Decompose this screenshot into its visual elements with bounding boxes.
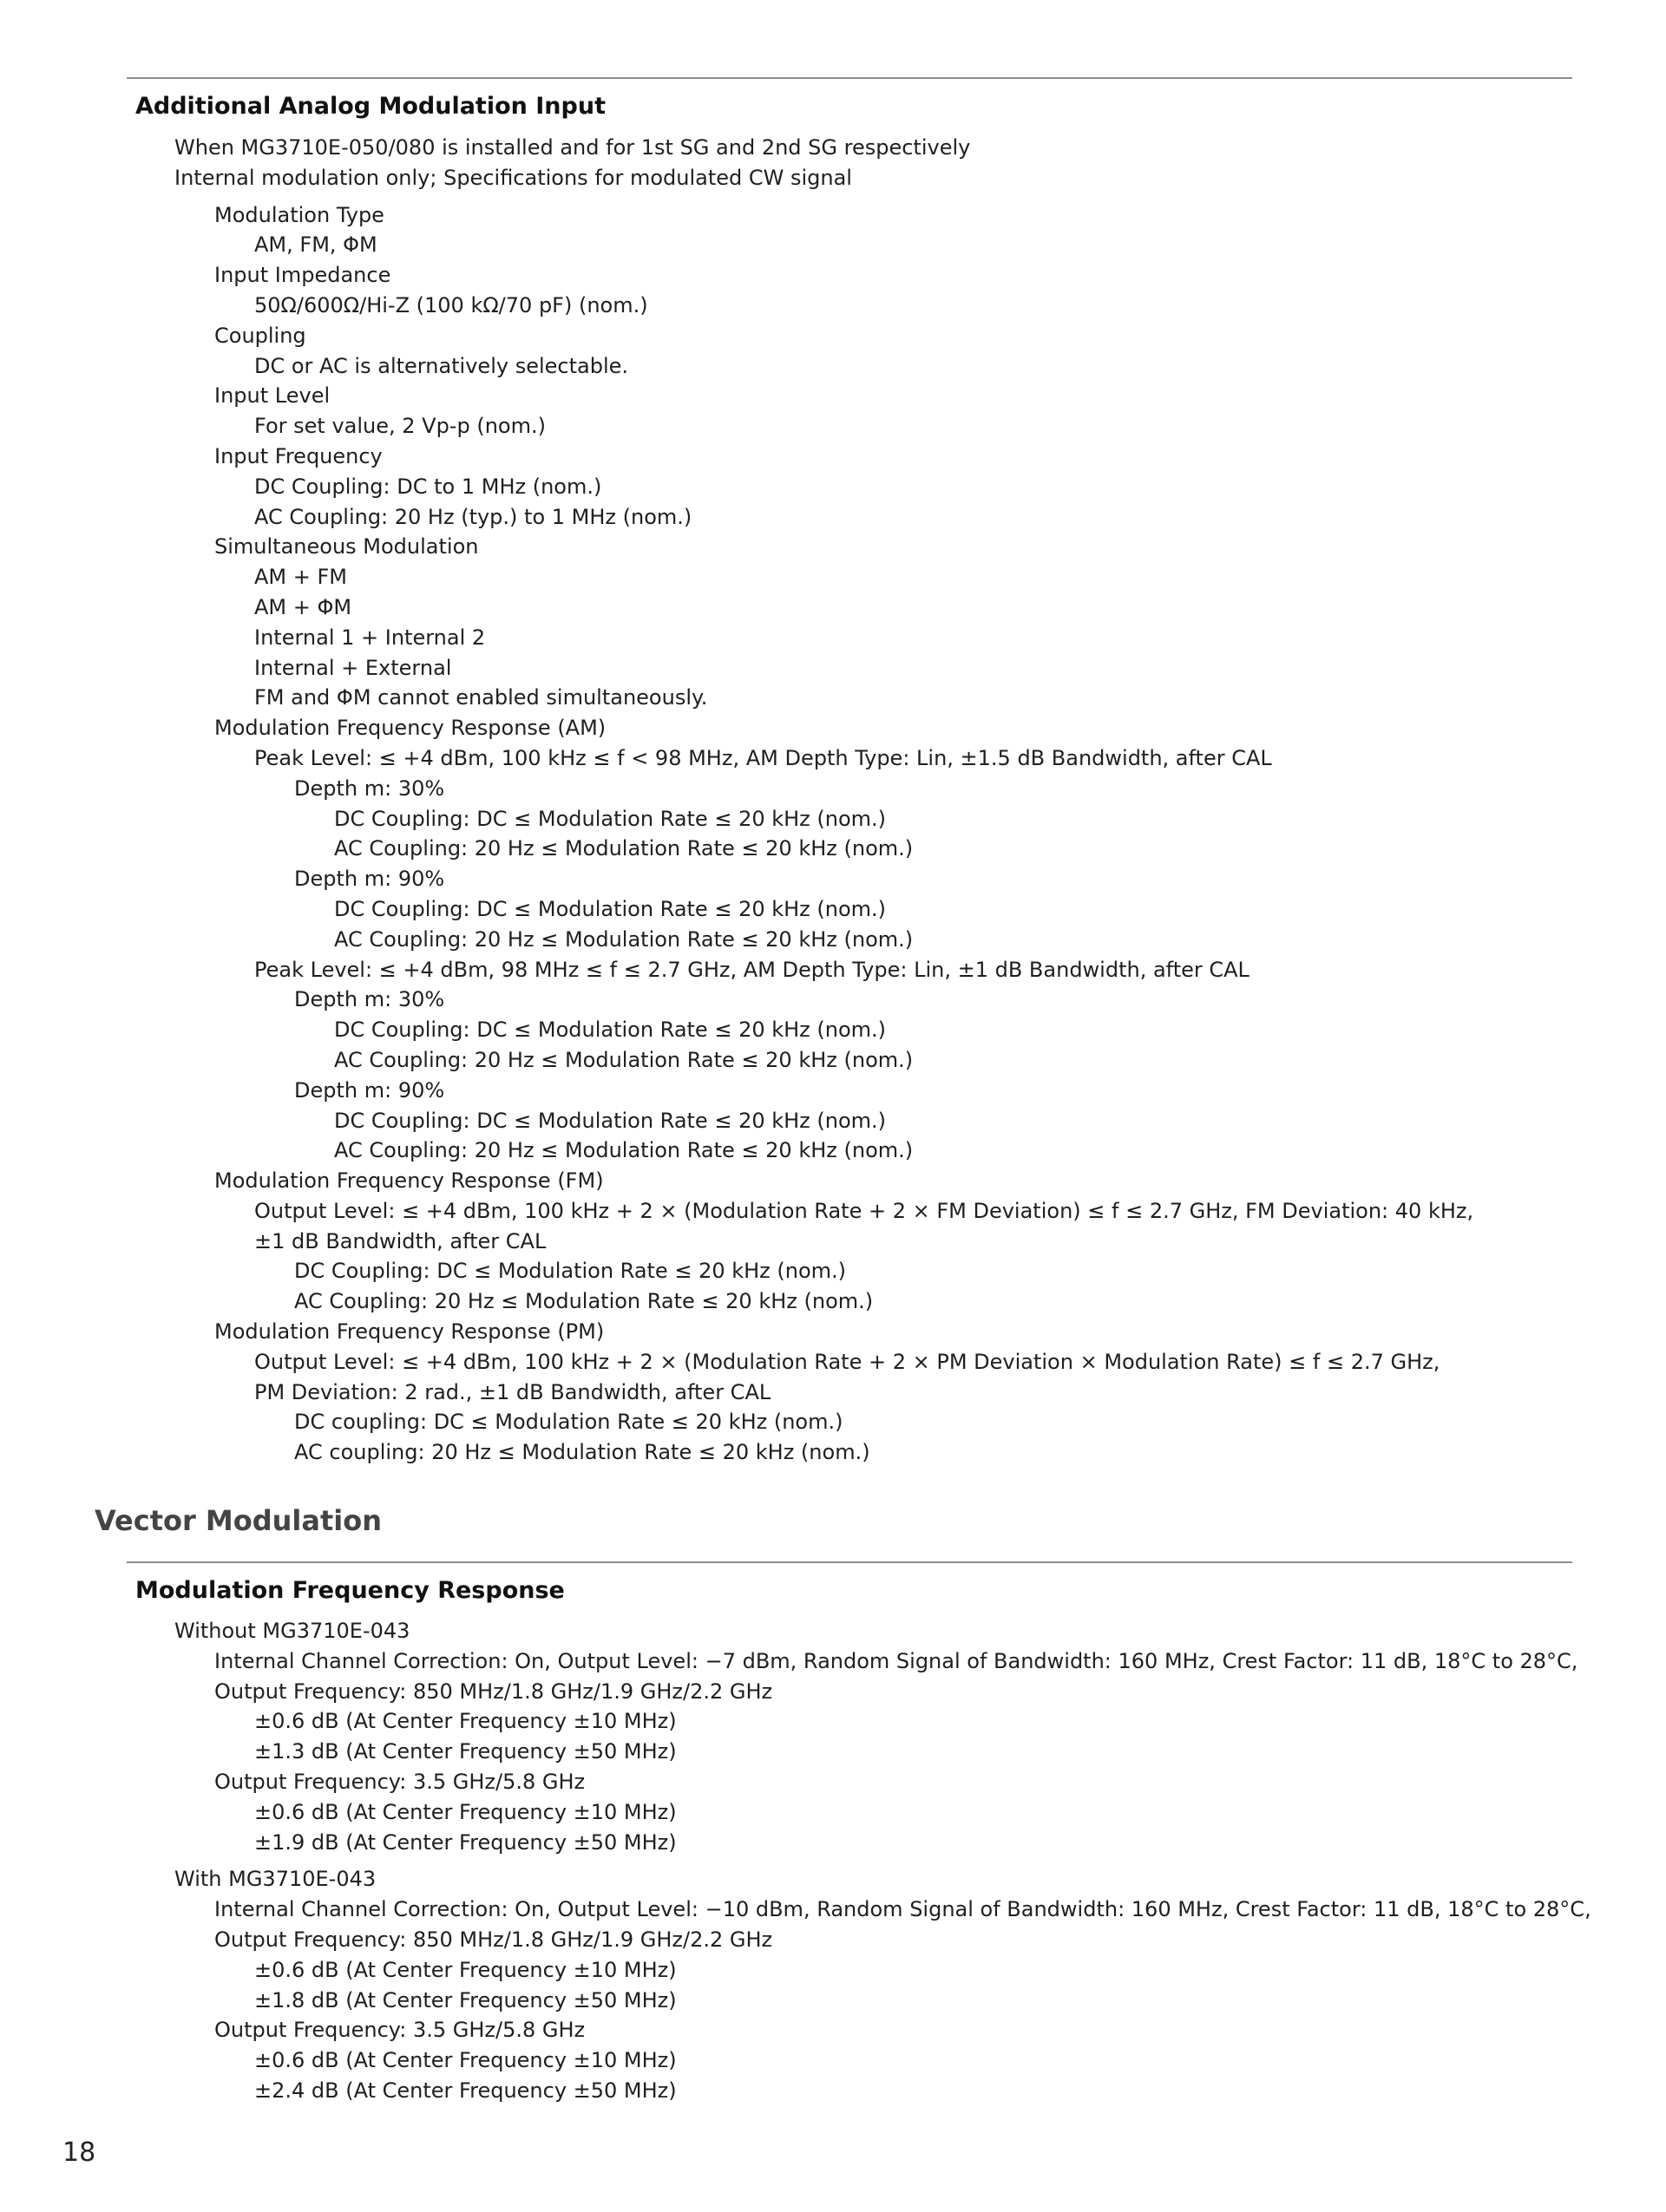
- spec-line: Input Frequency: [214, 443, 383, 468]
- spec-line: ±2.4 dB (At Center Frequency ±50 MHz): [254, 2078, 677, 2103]
- spec-line: Input Impedance: [214, 263, 391, 288]
- spec-line: DC Coupling: DC ≤ Modulation Rate ≤ 20 kHz (nom.): [334, 806, 887, 831]
- spec-line: Depth m: 30%: [294, 987, 445, 1012]
- spec-line: DC or AC is alternatively selectable.: [254, 353, 629, 378]
- spec-line: ±0.6 dB (At Center Frequency ±10 MHz): [254, 2048, 677, 2073]
- spec-line: ±0.6 dB (At Center Frequency ±10 MHz): [254, 1799, 677, 1824]
- spec-line: Internal Channel Correction: On, Output Level: −7 dBm, Random Signal of Bandwidth: 160 MHz, Crest Factor: 11 dB, 18°C to 28°C,: [214, 1648, 1578, 1673]
- spec-line: Output Level: ≤ +4 dBm, 100 kHz + 2 × (Modulation Rate + 2 × PM Deviation × Modulation Rate) ≤ f ≤ 2.7 GHz,: [254, 1349, 1440, 1374]
- spec-line: Internal 1 + Internal 2: [254, 625, 486, 650]
- vector-divider: [127, 1561, 1572, 1563]
- spec-line: Output Frequency: 3.5 GHz/5.8 GHz: [214, 1769, 586, 1794]
- spec-line: DC Coupling: DC to 1 MHz (nom.): [254, 474, 602, 499]
- spec-line: AC Coupling: 20 Hz ≤ Modulation Rate ≤ 20 kHz (nom.): [334, 926, 914, 952]
- spec-line: PM Deviation: 2 rad., ±1 dB Bandwidth, after CAL: [254, 1379, 771, 1404]
- spec-line: Modulation Frequency Response (AM): [214, 716, 607, 741]
- spec-line: AC Coupling: 20 Hz ≤ Modulation Rate ≤ 20 kHz (nom.): [294, 1289, 874, 1314]
- spec-line: Internal Channel Correction: On, Output Level: −10 dBm, Random Signal of Bandwidth: 160 MHz, Crest Factor: 11 dB, 18°C to 28°C,: [214, 1897, 1591, 1922]
- spec-line: Input Level: [214, 383, 331, 409]
- spec-line: With MG3710E-043: [174, 1867, 377, 1892]
- spec-line: Output Frequency: 3.5 GHz/5.8 GHz: [214, 2018, 586, 2043]
- spec-line: DC Coupling: DC ≤ Modulation Rate ≤ 20 kHz (nom.): [294, 1259, 847, 1284]
- spec-line: DC Coupling: DC ≤ Modulation Rate ≤ 20 kHz (nom.): [334, 1108, 887, 1133]
- spec-line: Output Level: ≤ +4 dBm, 100 kHz + 2 × (Modulation Rate + 2 × FM Deviation) ≤ f ≤ 2.7 GHz, FM Deviation: 40 kHz,: [254, 1198, 1474, 1223]
- spec-line: ±1.9 dB (At Center Frequency ±50 MHz): [254, 1829, 677, 1855]
- spec-line: DC coupling: DC ≤ Modulation Rate ≤ 20 kHz (nom.): [294, 1410, 843, 1435]
- spec-line: ±1.3 dB (At Center Frequency ±50 MHz): [254, 1739, 677, 1764]
- spec-line: AC Coupling: 20 Hz (typ.) to 1 MHz (nom.): [254, 504, 692, 529]
- spec-line: For set value, 2 Vp-p (nom.): [254, 414, 546, 439]
- spec-line: ±0.6 dB (At Center Frequency ±10 MHz): [254, 1709, 677, 1734]
- spec-line: DC Coupling: DC ≤ Modulation Rate ≤ 20 kHz (nom.): [334, 1018, 887, 1043]
- spec-line: AM + FM: [254, 565, 348, 590]
- spec-line: AC Coupling: 20 Hz ≤ Modulation Rate ≤ 20 kHz (nom.): [334, 836, 914, 861]
- vector-modulation-heading: Vector Modulation: [95, 1504, 382, 1537]
- spec-line: ±1 dB Bandwidth, after CAL: [254, 1228, 547, 1253]
- spec-line: Output Frequency: 850 MHz/1.8 GHz/1.9 GHz/2.2 GHz: [214, 1927, 773, 1952]
- spec-line: When MG3710E-050/080 is installed and for 1st SG and 2nd SG respectively: [174, 135, 971, 160]
- spec-line: Peak Level: ≤ +4 dBm, 98 MHz ≤ f ≤ 2.7 GHz, AM Depth Type: Lin, ±1 dB Bandwidth, after CAL: [254, 957, 1250, 982]
- spec-line: ±1.8 dB (At Center Frequency ±50 MHz): [254, 1987, 677, 2012]
- spec-line: Internal + External: [254, 655, 452, 680]
- spec-line: AC Coupling: 20 Hz ≤ Modulation Rate ≤ 20 kHz (nom.): [334, 1138, 914, 1163]
- spec-line: DC Coupling: DC ≤ Modulation Rate ≤ 20 kHz (nom.): [334, 896, 887, 921]
- spec-line: Peak Level: ≤ +4 dBm, 100 kHz ≤ f < 98 MHz, AM Depth Type: Lin, ±1.5 dB Bandwidth, after CAL: [254, 745, 1272, 770]
- spec-line: Depth m: 30%: [294, 776, 445, 801]
- spec-line: Simultaneous Modulation: [214, 534, 479, 560]
- spec-line: Depth m: 90%: [294, 867, 445, 892]
- spec-line: Internal modulation only; Specifications for modulated CW signal: [174, 165, 852, 190]
- spec-line: Depth m: 90%: [294, 1077, 445, 1103]
- spec-line: Modulation Type: [214, 202, 384, 227]
- spec-line: Output Frequency: 850 MHz/1.8 GHz/1.9 GHz/2.2 GHz: [214, 1679, 773, 1704]
- analog-spec-list: [0, 133, 1649, 1468]
- spec-line: Modulation Frequency Response (FM): [214, 1168, 604, 1194]
- spec-line: ±0.6 dB (At Center Frequency ±10 MHz): [254, 1957, 677, 1982]
- spec-line: AM, FM, ΦM: [254, 232, 377, 258]
- top-divider: [127, 77, 1572, 79]
- spec-line: FM and ΦM cannot enabled simultaneously.: [254, 685, 708, 710]
- section-title-vector: Modulation Frequency Response: [135, 1577, 565, 1604]
- spec-line: AC Coupling: 20 Hz ≤ Modulation Rate ≤ 20 kHz (nom.): [334, 1047, 914, 1072]
- page-number: 18: [62, 2137, 96, 2168]
- spec-line: Coupling: [214, 323, 306, 348]
- spec-line: 50Ω/600Ω/Hi-Z (100 kΩ/70 pF) (nom.): [254, 292, 648, 317]
- spec-line: AM + ΦM: [254, 594, 352, 619]
- spec-line: AC coupling: 20 Hz ≤ Modulation Rate ≤ 20 kHz (nom.): [294, 1440, 870, 1465]
- section-title-analog: Additional Analog Modulation Input: [135, 93, 606, 120]
- vector-spec-list: [0, 1616, 1649, 2106]
- spec-line: Without MG3710E-043: [174, 1619, 410, 1643]
- spec-line: Modulation Frequency Response (PM): [214, 1319, 605, 1345]
